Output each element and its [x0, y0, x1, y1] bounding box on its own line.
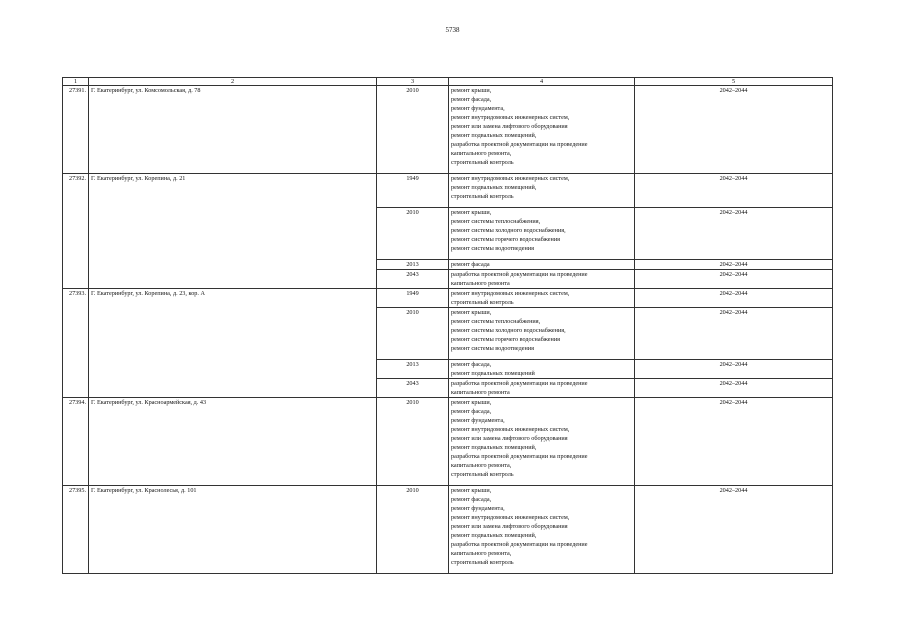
works-cell [449, 308, 635, 360]
work-item: ремонт системы холодного водоснабжения, [451, 327, 566, 334]
period-cell: 2042–2044 [635, 360, 833, 379]
year-cell: 1949 [377, 174, 449, 208]
column-number: 1 [63, 78, 89, 86]
work-item: ремонт системы теплоснабжения, [451, 218, 541, 225]
works-cell [449, 486, 635, 574]
period-cell: 2042–2044 [635, 86, 833, 174]
work-item: ремонт внутридомовых инженерных систем, [451, 514, 570, 521]
year-cell: 2010 [377, 208, 449, 260]
work-item: капитального ремонта [451, 280, 510, 287]
table-row [63, 289, 833, 308]
row-number: 27392. [63, 174, 89, 289]
work-item: ремонт фасада, [451, 361, 492, 368]
work-item: капитального ремонта [451, 389, 510, 396]
works-cell [449, 86, 635, 174]
work-item: ремонт внутридомовых инженерных систем, [451, 175, 570, 182]
work-item: разработка проектной документации на проведение [451, 380, 588, 387]
work-item: строительный контроль [451, 471, 514, 478]
work-item: строительный контроль [451, 299, 514, 306]
year-cell: 1949 [377, 289, 449, 308]
year-cell: 2043 [377, 379, 449, 398]
works-cell [449, 379, 635, 398]
work-item: ремонт системы холодного водоснабжения, [451, 227, 566, 234]
work-item: ремонт подвальных помещений, [451, 444, 537, 451]
column-number: 3 [377, 78, 449, 86]
address-cell: Г. Екатеринбург, ул. Корепина, д. 23, кор. А [89, 289, 377, 398]
column-number-row [63, 78, 833, 86]
period-cell: 2042–2044 [635, 270, 833, 289]
column-number: 5 [635, 78, 833, 86]
year-cell: 2010 [377, 86, 449, 174]
work-item: строительный контроль [451, 559, 514, 566]
work-item: ремонт крыши, [451, 87, 492, 94]
period-cell: 2042–2044 [635, 260, 833, 270]
address-cell: Г. Екатеринбург, ул. Комсомольская, д. 78 [89, 86, 377, 174]
period-cell: 2042–2044 [635, 398, 833, 486]
work-item: разработка проектной документации на проведение [451, 141, 588, 148]
work-item: ремонт фасада [451, 261, 490, 268]
work-item: ремонт внутридомовых инженерных систем, [451, 290, 570, 297]
work-item: ремонт подвальных помещений, [451, 184, 537, 191]
period-cell: 2042–2044 [635, 308, 833, 360]
work-item: ремонт внутридомовых инженерных систем, [451, 114, 570, 121]
work-item: ремонт фасада, [451, 496, 492, 503]
work-item: ремонт фундамента, [451, 417, 505, 424]
work-item: капитального ремонта, [451, 550, 512, 557]
work-item: ремонт фасада, [451, 408, 492, 415]
work-item: разработка проектной документации на проведение [451, 453, 588, 460]
year-cell: 2013 [377, 260, 449, 270]
year-cell: 2010 [377, 308, 449, 360]
work-item: ремонт или замена лифтового оборудования [451, 435, 568, 442]
work-item: строительный контроль [451, 193, 514, 200]
period-cell: 2042–2044 [635, 174, 833, 208]
work-item: ремонт подвальных помещений, [451, 532, 537, 539]
table-row [63, 174, 833, 208]
year-cell: 2013 [377, 360, 449, 379]
works-cell [449, 360, 635, 379]
work-item: ремонт фасада, [451, 96, 492, 103]
work-item: ремонт системы водоотведения [451, 345, 534, 352]
work-item: строительный контроль [451, 159, 514, 166]
work-item: ремонт крыши, [451, 309, 492, 316]
year-cell: 2010 [377, 398, 449, 486]
work-item: ремонт крыши, [451, 209, 492, 216]
work-item: ремонт или замена лифтового оборудования [451, 523, 568, 530]
work-item: капитального ремонта, [451, 150, 512, 157]
address-cell: Г. Екатеринбург, ул. Красноармейская, д. 43 [89, 398, 377, 486]
work-item: ремонт крыши, [451, 399, 492, 406]
works-cell [449, 260, 635, 270]
work-item: ремонт крыши, [451, 487, 492, 494]
works-cell [449, 270, 635, 289]
work-item: ремонт фундамента, [451, 505, 505, 512]
works-cell [449, 208, 635, 260]
column-number: 2 [89, 78, 377, 86]
period-cell: 2042–2044 [635, 208, 833, 260]
period-cell: 2042–2044 [635, 379, 833, 398]
works-cell [449, 289, 635, 308]
work-item: ремонт фундамента, [451, 105, 505, 112]
works-cell [449, 174, 635, 208]
year-cell: 2043 [377, 270, 449, 289]
table-row [63, 486, 833, 574]
address-cell: Г. Екатеринбург, ул. Краснолесья, д. 101 [89, 486, 377, 574]
work-item: разработка проектной документации на проведение [451, 541, 588, 548]
row-number: 27391. [63, 86, 89, 174]
work-item: ремонт системы теплоснабжения, [451, 318, 541, 325]
repair-schedule-table [62, 77, 833, 574]
work-item: ремонт системы водоотведения [451, 245, 534, 252]
row-number: 27393. [63, 289, 89, 398]
page-number: 5738 [445, 26, 460, 34]
work-item: ремонт подвальных помещений, [451, 132, 537, 139]
work-item: ремонт или замена лифтового оборудования [451, 123, 568, 130]
row-number: 27395. [63, 486, 89, 574]
period-cell: 2042–2044 [635, 486, 833, 574]
work-item: ремонт системы горячего водоснабжения [451, 236, 560, 243]
work-item: ремонт системы горячего водоснабжения [451, 336, 560, 343]
works-cell [449, 398, 635, 486]
period-cell: 2042–2044 [635, 289, 833, 308]
work-item: капитального ремонта, [451, 462, 512, 469]
column-number: 4 [449, 78, 635, 86]
table-row [63, 398, 833, 486]
table-row [63, 86, 833, 174]
work-item: ремонт внутридомовых инженерных систем, [451, 426, 570, 433]
address-cell: Г. Екатеринбург, ул. Корепина, д. 21 [89, 174, 377, 289]
year-cell: 2010 [377, 486, 449, 574]
table-body [63, 78, 833, 574]
work-item: ремонт подвальных помещений [451, 370, 535, 377]
work-item: разработка проектной документации на проведение [451, 271, 588, 278]
row-number: 27394. [63, 398, 89, 486]
